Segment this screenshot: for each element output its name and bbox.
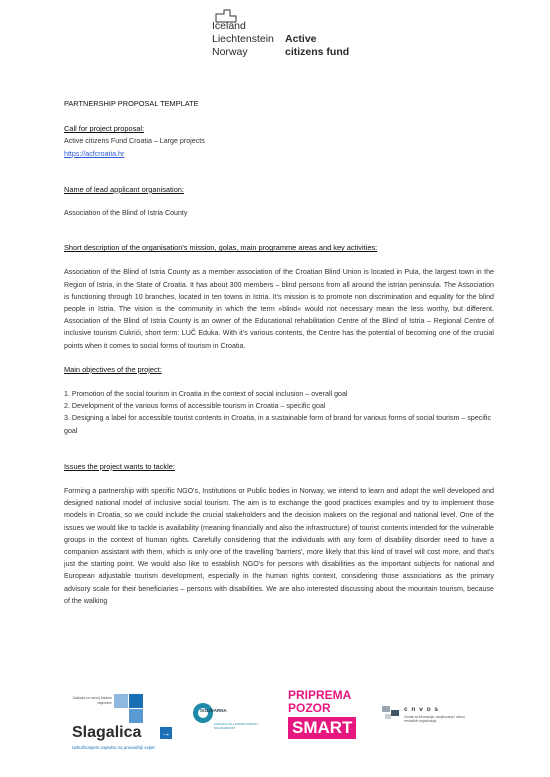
footer-logos [0,688,550,768]
slagalica-top-text: Zaklada za razvoj lokalne zajednice [72,696,112,705]
description-text: Association of the Blind of Istria County as a member association of the Croatian Blind Union is located in Pula, the largest town in the Region of Istria, in the State of Croatia. It has about 300 members – blind persons from all around the istrian peninsula. The Association is functioning through 10 branches, located in ten towns in Istria. It's mission is to promote non discrimination and equality for the blind people in Istria. The vision is the community in which the term »blind« would not necessary mean the less worthy, but different. Association of the Blind of Istria County is an owner of the Educational rehabilitation Centre of the Blind of Istria – Regional Centre of inclusive tourism Cukrići, short term: LUČ Eduka. With it's various contents, the Centre has the potential of becoming one of the crucial points when it comes to social forms of tourism in Croatia. [64,268,494,350]
solidarna-tagline: ZAKLADA ZA LJUDSKA PRAVA I SOLIDARNOST [214,722,259,730]
document-title: PARTNERSHIP PROPOSAL TEMPLATE [64,99,199,108]
call-link[interactable]: https://acfcroatia.hr [64,149,125,158]
cnvos-name: c n v o s [404,706,440,713]
issues-heading: Issues the project wants to tackle: [64,461,175,471]
call-text: Active citizens Fund Croatia – Large projects [64,137,205,146]
priprema-pozor-smart-logo [288,689,358,769]
lead-text: Association of the Blind of Istria County [64,209,188,218]
slagalica-tagline: Udruživanjem zajedno za pravedniji svijet [72,745,155,750]
slagalica-arrow-icon: → [161,728,171,738]
cnvos-logo [382,704,482,744]
solidarna-circle-icon [192,702,214,724]
solidarna-name: SOLIDARNA [200,708,227,713]
issues-text: Forming a partnership with specific NGO's, Institutions or Public bodies in Norway, we intend to learn and adopt the well developed and designed national model of inclusive social tourism. The aim is to exchange the good practices examples and try to implement those models in Croatia, so we could include the crucial stakeholders and the decision makers on the regional and national level. One of the issues we would like to tackle is availability (meaning financially and also the infrastructure) of tourist contents intended for the vulnerable groups in the context of human rights. Carefully considering that the individuals with any form of disability disorder need to have a companion assistant with them, which is only one of the travelling 'barriers', more likely that this kind of travel will cost more, and that's just the starting point. We would also like to establish NGO's for persons with disabilities as the important subjects for national and European adjustable tourism development, especially in the human rights context, considering those associations as the primary advisory scale for their beneficiaries – persons with disabilities. We are also interested discussing about the mountain tourism, because of the walking [64,487,494,605]
logo-left-text [212,20,274,59]
pozor-text: POZOR [288,701,331,715]
call-heading: Call for project proposal: [64,124,145,134]
objective-3: 3. Designing a label for accessible tourist contents in Croatia, in a sustainable form of brand for various forms of social tourism – specific goal [64,414,492,435]
solidarna-logo [192,702,262,747]
document-body [64,98,494,607]
logo-liechtenstein: Liechtenstein [212,33,274,45]
description-heading: Short description of the organisation's mission, golas, main programme areas and key activities: [64,243,378,253]
objectives-heading: Main objectives of the project: [64,364,162,374]
slagalica-squares-icon [114,694,144,724]
logo-iceland: Iceland [212,20,246,32]
lead-heading: Name of lead applicant organisation: [64,184,184,194]
objective-2: 2. Development of the various forms of accessible tourism in Croatia – specific goal [64,402,326,411]
cnvos-mark-icon [382,706,400,720]
logo-citizens-fund: citizens fund [285,46,350,58]
logo-norway: Norway [212,46,248,58]
slagalica-name: Slagalica [72,724,142,741]
cnvos-tagline: Centar za informacije, savjetovanje i razvoj nevladinih organizacija [404,715,465,723]
objective-1: 1. Promotion of the social tourism in Croatia in the context of social inclusion – overall goal [64,390,348,399]
logo-right-text [285,33,349,59]
smart-box: SMART [288,717,356,739]
slagalica-logo [72,694,182,764]
logo-active: Active [285,33,317,45]
priprema-text: PRIPREMA [288,688,352,702]
